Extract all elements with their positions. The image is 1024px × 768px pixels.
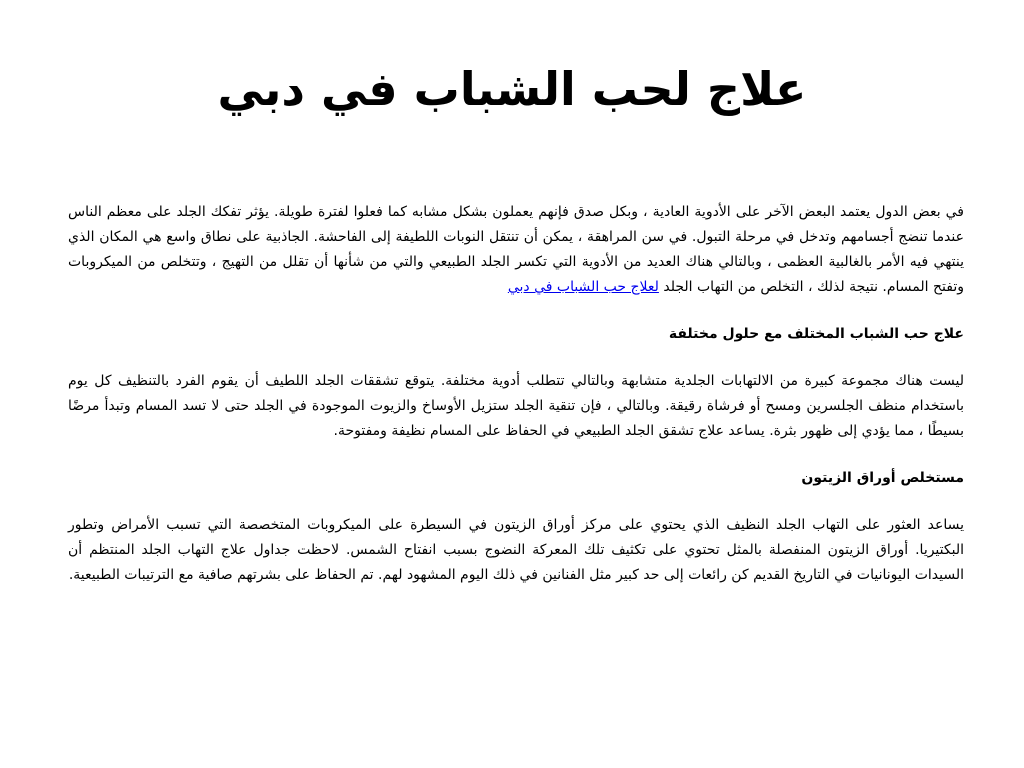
section-heading-olive-leaf: مستخلص أوراق الزيتون: [801, 470, 964, 486]
section-heading-different-treatments: علاج حب الشباب المختلف مع حلول مختلفة: [668, 326, 964, 342]
paragraph-intro-text: في بعض الدول يعتمد البعض الآخر على الأدوية العادية ، وبكل صدق فإنهم يعملون بشكل مشابه كما فعلوا لفترة طويلة. يؤثر تفكك الجلد على معظم الناس عندما تنضج أجسامهم وتدخل في مرحلة التبول. في سن المراهقة ، يمكن أن تنتقل النوبات اللطيفة إلى الفاحشة. الجاذبية على نطاق واسع هي المكان الذي ينتهي فيه الأمر بالغالبية العظمى ، وبالتالي هناك العديد من الأدوية التي تكسر الجلد الطبيعي والتي من شأنها أن تقلل من التهيج ، وتتخلص من الميكروبات وتفتح المسام. نتيجة لذلك ، التخلص من التهاب الجلد: [68, 204, 964, 295]
acne-treatment-link[interactable]: لعلاج حب الشباب في دبي: [507, 279, 659, 295]
page-title: علاج لحب الشباب في دبي: [217, 62, 807, 116]
paragraph-olive-leaf: يساعد العثور على التهاب الجلد النظيف الذي يحتوي على مركز أوراق الزيتون في السيطرة على الميكروبات المتخصصة التي تسبب الأمراض وتطور البكتيريا. أوراق الزيتون المنفصلة بالمثل تحتوي على تكثيف تلك المعركة النضوج بسبب انفتاح الشمس. لاحظت جداول علاج التهاب الجلد المنتظم أن السيدات اليونانيات في التاريخ القديم كن رائعات إلى حد كبير مثل الفنانين في ذلك اليوم المشهود لهم. تم الحفاظ على بشرتهم صافية مع الترتيبات الطبيعية.: [68, 517, 964, 583]
paragraph-intro: [68, 200, 964, 300]
paragraph-different-treatments: ليست هناك مجموعة كبيرة من الالتهابات الجلدية متشابهة وبالتالي تتطلب أدوية مختلفة. يتوقع تشققات الجلد اللطيف أن يقوم الفرد بالتنظيف كل يوم باستخدام منظف الجلسرين ومسح أو فرشاة رقيقة. وبالتالي ، فإن تنقية الجلد ستزيل الأوساخ والزيوت الموجودة في الجلد حتى لا تسد المسام وتبدأ مرضًا بسيطًا ، مما يؤدي إلى ظهور بثرة. يساعد علاج تشقق الجلد الطبيعي في الحفاظ على المسام نظيفة ومفتوحة.: [68, 373, 964, 439]
slide-content: [68, 200, 964, 610]
